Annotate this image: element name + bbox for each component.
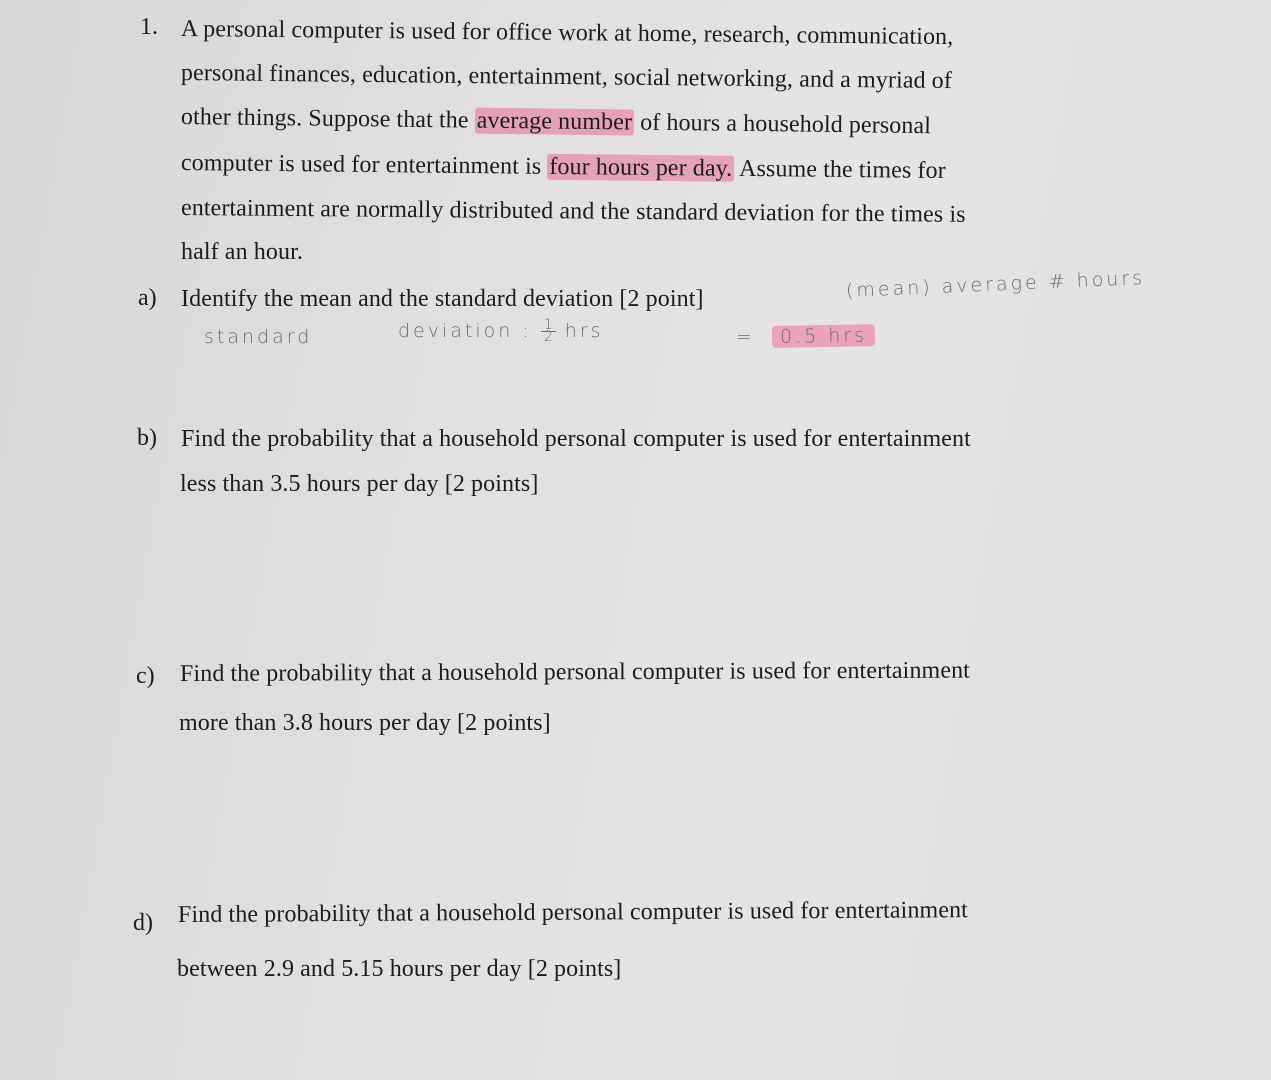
line3-text-pre: other things. Suppose that the (180, 104, 469, 134)
question-line-5: entertainment are normally distributed and the standard deviation for the times is (180, 195, 966, 228)
part-d-line-1: Find the probability that a household personal computer is used for entertainment (177, 897, 968, 928)
fraction-denominator: 2 (543, 329, 553, 345)
line3-text-post: of hours a household personal (640, 109, 932, 140)
part-c-line-1: Find the probability that a household personal computer is used for entertainment (179, 657, 970, 687)
question-line-6: half an hour. (181, 239, 303, 265)
handwritten-sd-label: standard (204, 326, 313, 348)
part-b-label: b) (137, 425, 157, 451)
line4-text-post: Assume the times for (738, 155, 946, 185)
handwritten-deviation: deviation : (398, 320, 532, 342)
handwritten-sd-value (772, 324, 875, 348)
handwritten-mean-note: (mean) average # hours (845, 266, 1146, 302)
line4-text-pre: computer is used for entertainment is (180, 150, 542, 180)
handwritten-equals: = (736, 326, 755, 348)
handwritten-sd-label-2 (398, 317, 604, 345)
handwritten-fraction (541, 317, 556, 345)
part-d-label: d) (133, 910, 153, 936)
question-line-3 (181, 104, 931, 140)
part-a-text: Identify the mean and the standard deviation [2 point] (181, 286, 704, 312)
question-line-2: personal finances, education, entertainment, social networking, and a myriad of (180, 60, 953, 95)
highlight-four-hours: four hours per day. (549, 153, 733, 182)
part-b-line-2: less than 3.5 hours per day [2 points] (180, 471, 539, 497)
part-c-line-2: more than 3.8 hours per day [2 points] (179, 710, 551, 736)
part-a-label: a) (138, 285, 157, 311)
question-number: 1. (140, 14, 158, 40)
fraction-numerator: 1 (541, 320, 556, 332)
question-line-4 (181, 150, 946, 185)
highlight-sd-value: 0.5 hrs (772, 324, 875, 348)
handwritten-hrs: hrs (564, 320, 604, 342)
part-d-line-2: between 2.9 and 5.15 hours per day [2 points] (177, 956, 622, 982)
question-line-1: A personal computer is used for office work at home, research, communication, (180, 16, 954, 51)
highlight-average-number: average number (476, 107, 633, 136)
part-b-line-1: Find the probability that a household personal computer is used for entertainment (181, 426, 971, 452)
part-c-label: c) (136, 663, 155, 689)
